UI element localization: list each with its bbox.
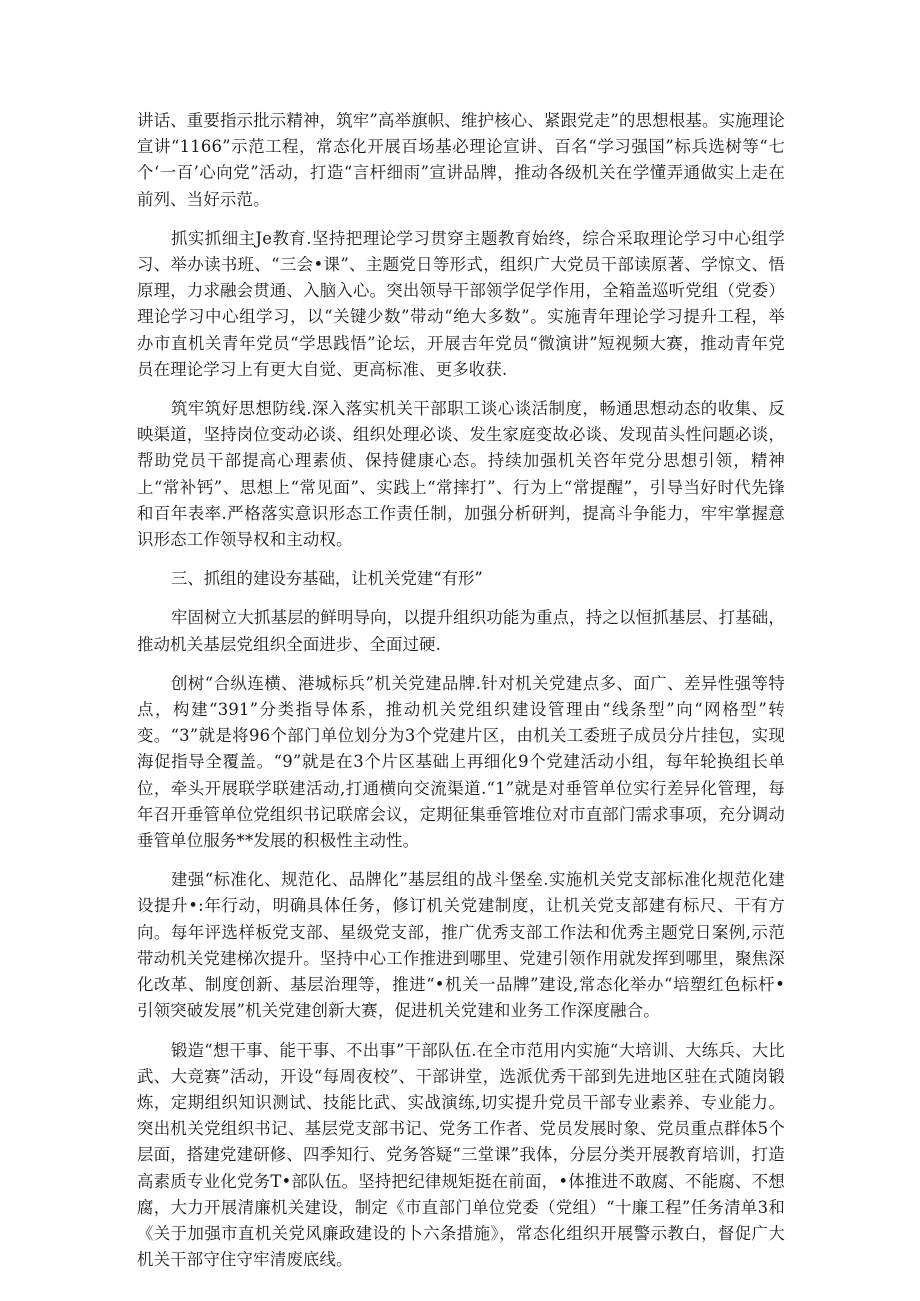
paragraph-grassroots-intro: 牢固树立大抓基层的鲜明导向，以提升组织功能为重点，持之以恒抓基层、打基础，推动机关基层党组织全面进步、全面过硬. [137, 608, 785, 654]
paragraph-continued-speech: 讲话、重要指示批示精神，筑牢”高举旗帜、维护核心、紧跟党走”的思想根基。实施理论宣讲“1166”示范工程，常态化开展百场基必理论宣讲、百名“学习强国”标兵选树等“七个‘一百’心向党”活动，打造“言杆细雨”宣讲品牌，推动各级机关在学懂弄通做实上走在前列、当好示范。 [137, 111, 785, 209]
document-body [137, 108, 785, 1286]
paragraph-ideological-defense: 筑牢筑好思想防线.深入落实机关干部职工谈心谈活制度，畅通思想动态的收集、反映渠道，坚持岗位变动必谈、组织处理必谈、发生家庭变故必谈、发现苗头性问题必谈，帮助党员干部提高心理素侦、保持健康心态。持续加强机关咨年党分思想引领，精神上“常补钙”、思想上“常见面”、实践上“常摔打”、行为上“常提醒”，引导当好时代先锋和百年表率.严格落实意识形态工作责任制，加强分析研判，提高斗争能力，牢牢掌握意识形态工作领导权和主动权。 [137, 399, 785, 550]
paragraph-standardization: 建强“标准化、规范化、品牌化”基层组的战斗堡垒.实施机关党支部标准化规范化建设提升•:年行动，明确具体任务，修订机关党建制度，让机关党支部建有标尺、干有方向。每年评选样板党支部、星级党支部，推广优秀支部工作法和优秀主题党日案例,示范带动机关党建梯次提升。坚持中心工作推进到哪里、党建引领作用就发挥到哪里，聚焦深化改革、制度创新、基层治理等，推进“•机关一品牌”建设,常态化举办“培塑红色标杆•引领突破发展”机关党建创新大赛，促进机关党建和业务工作深度融合。 [137, 870, 785, 1021]
paragraph-cadre-team: 锻造“想干事、能干事、不出事”干部队伍.在全市范用内实施“大培训、大练兵、大比武、大竞赛”活动，开设“每周夜校”、干部讲堂，选派优秀干部到先进地区驻在式随岗锻炼，定期组织知识测试、技能比武、实战演练,切实提升党员干部专业素养、专业能力。突出机关党组织书记、基层党支部书记、党务工作者、党员发展时象、党员重点群体5个层面，搭建党建研修、四季知行、党务答疑“三堂课”我体，分层分类开展教育培训，打造高素质专业化党务T•部队伍。坚持把纪律规矩挺在前面，•体推进不敢腐、不能腐、不想腐，大力开展清廉机关建设，制定《市直部门单位党委（党组）“十廉工程”任务清单3和《关于加强市直机关党风廉政建设的卜六条措施》，常态化组织开展警示教白，督促广大机关干部守住守牢清废底线。 [137, 1040, 785, 1270]
paragraph-party-brand: 创树“合纵连横、港城标兵”机关党建品牌.针对机关党建点多、面广、差异性强等特点，构建“391”分类指导体系，推动机关党组织建设管理由“线条型”向“网格型”转变。“3”就是将96个部门单位划分为3个党建片区，由机关工委班子成员分片挂包，实现海促指导全覆盖。“9”就是在3个片区基础上再细化9个党建活动小组，每年轮换组长单位，牵头开展联学联建活动,打通横向交流渠道.“1”就是对垂管单位实行差异化管理，每年召开垂管单位党组织书记联席会议，定期征集垂管堆位对市直部门需求事项，充分调动垂管单位服务**发展的积极性主动性。 [137, 673, 785, 851]
section-heading-three: 三、抓组的建设夯基础，让机关党建“有形” [171, 569, 483, 589]
paragraph-theme-education: 抓实抓细主Je教育.坚持把理论学习贯穿主题教育始终，综合采取理论学习中心组学习、举办读书班、“三会•课”、主题党日等形式，组织广大党员干部读原著、学惊文、悟原理，力求融会贯通、入脑入心。突出领导干部领学促学作用，全箱盖巡听党组（党委）理论学习中心组学习，以“关键少数”带动“绝大多数”。实施青年理论学习提升工程，举办市直机关青年党员“学思践悟”论坛，开展吉年党员“微演讲”短视频大赛，推动青年党员在理论学习上有更大自觉、更高标准、更多收获. [137, 228, 785, 379]
